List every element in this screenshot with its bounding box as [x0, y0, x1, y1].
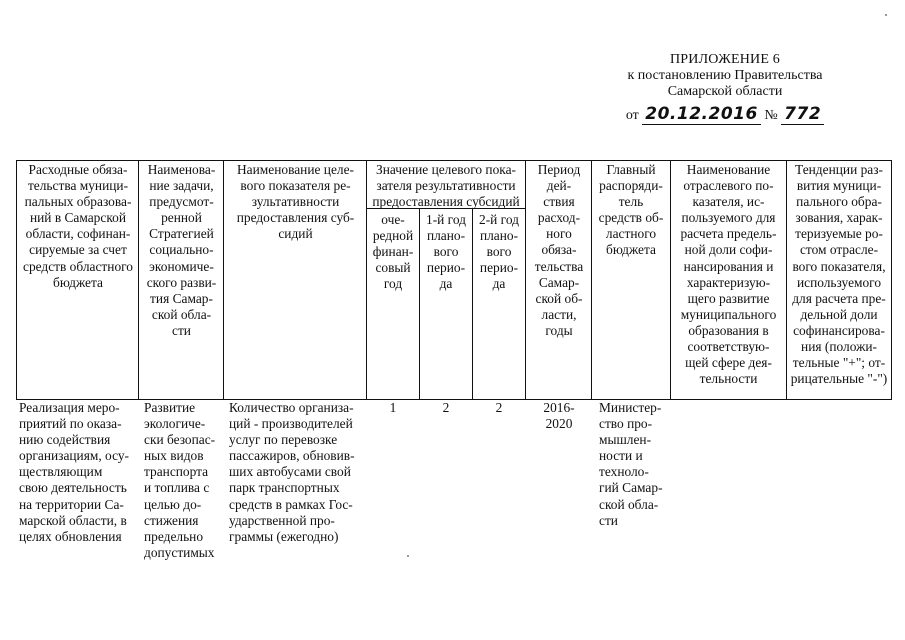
row-value-first-plan-year: 2 — [442, 400, 450, 415]
row-budget-manager: Министер- ство про- мышлен- ности и техноло- гий Самар- ской обла- сти — [599, 400, 663, 528]
date-prefix: от — [625, 108, 639, 123]
table-divider — [223, 160, 224, 400]
header-current-year: оче- редной финан- совый год — [372, 212, 414, 292]
resolution-date-line — [600, 106, 850, 124]
header-development-trends: Тенденции раз- вития муници- пального обра- зования, харак- теризуемые ро- стом отрасле- вого показателя, используемого для расчета пре- дельной доли софинансирова- ния (положи- тельные "+"; от- рицательные "-") — [790, 162, 888, 387]
row-period: 2016- 2020 — [543, 400, 575, 432]
row-spending-obligation: Реализация меро- приятий по оказа- нию содействия организациям, осу- ществляющим свою деятельность на территории Са- марской области, в целях обновления — [19, 400, 130, 544]
header-spending-obligations: Расходные обяза- тельства муници- пальных образова- ний в Самарской области, софинан- сируемые за счет средств областного бюджета — [23, 162, 133, 290]
appendix-line-2: к постановлению Правительства — [627, 68, 823, 83]
handwritten-date: 20.12.2016 — [642, 104, 761, 125]
scan-dot — [885, 14, 887, 16]
header-target-indicator: Наименование целе- вого показателя ре- зультативности предоставления суб- сидий — [236, 162, 355, 242]
header-first-plan-year: 1-й год плано- вого перио- да — [426, 212, 466, 292]
header-task-name: Наименова- ние задачи, предусмот- ренной Стратегией социально- экономиче- ского разви- тия Самар- ской обла- сти — [146, 162, 217, 338]
handwritten-number: 772 — [781, 104, 824, 125]
header-second-plan-year: 2-й год плано- вого перио- да — [479, 212, 519, 292]
scan-dot — [407, 555, 409, 557]
header-indicator-value-group: Значение целевого пока- зателя результативности предоставления субсидий — [372, 162, 520, 210]
header-sector-indicator: Наименование отраслевого по- казателя, ис- пользуемого для расчета предель- ной доли софи- нансирования и характеризую- щего развитие муниципального образования в соответствую- щей сфере дея- тельности — [680, 162, 777, 387]
header-budget-manager: Главный распоряди- тель средств об- ластного бюджета — [598, 162, 664, 258]
row-value-second-plan-year: 2 — [495, 400, 503, 415]
appendix-line-3: Самарской области — [667, 84, 783, 99]
table-divider — [138, 160, 139, 400]
appendix-header — [600, 52, 850, 124]
row-task: Развитие экологиче- ски безопас- ных видов транспорта и топлива с целью до- стижения предельно допустимых — [144, 400, 216, 560]
table-border-top — [16, 160, 892, 161]
header-obligation-period: Период дей- ствия расход- ного обяза- тельства Самар- ской об- ласти, годы — [534, 162, 584, 338]
row-value-current-year: 1 — [389, 400, 397, 415]
number-prefix: № — [764, 108, 778, 123]
subsidy-table — [16, 160, 892, 400]
table-divider — [525, 160, 526, 400]
appendix-title: ПРИЛОЖЕНИЕ 6 — [669, 52, 781, 67]
table-border-left — [16, 160, 17, 400]
table-border-right — [891, 160, 892, 400]
row-target-indicator: Количество организа- ций - производителей услуг по перевозке пассажиров, обновив- ших автобусами свой парк транспортных средств в рамках Гос- ударственной про- граммы (ежегодно) — [229, 400, 355, 544]
